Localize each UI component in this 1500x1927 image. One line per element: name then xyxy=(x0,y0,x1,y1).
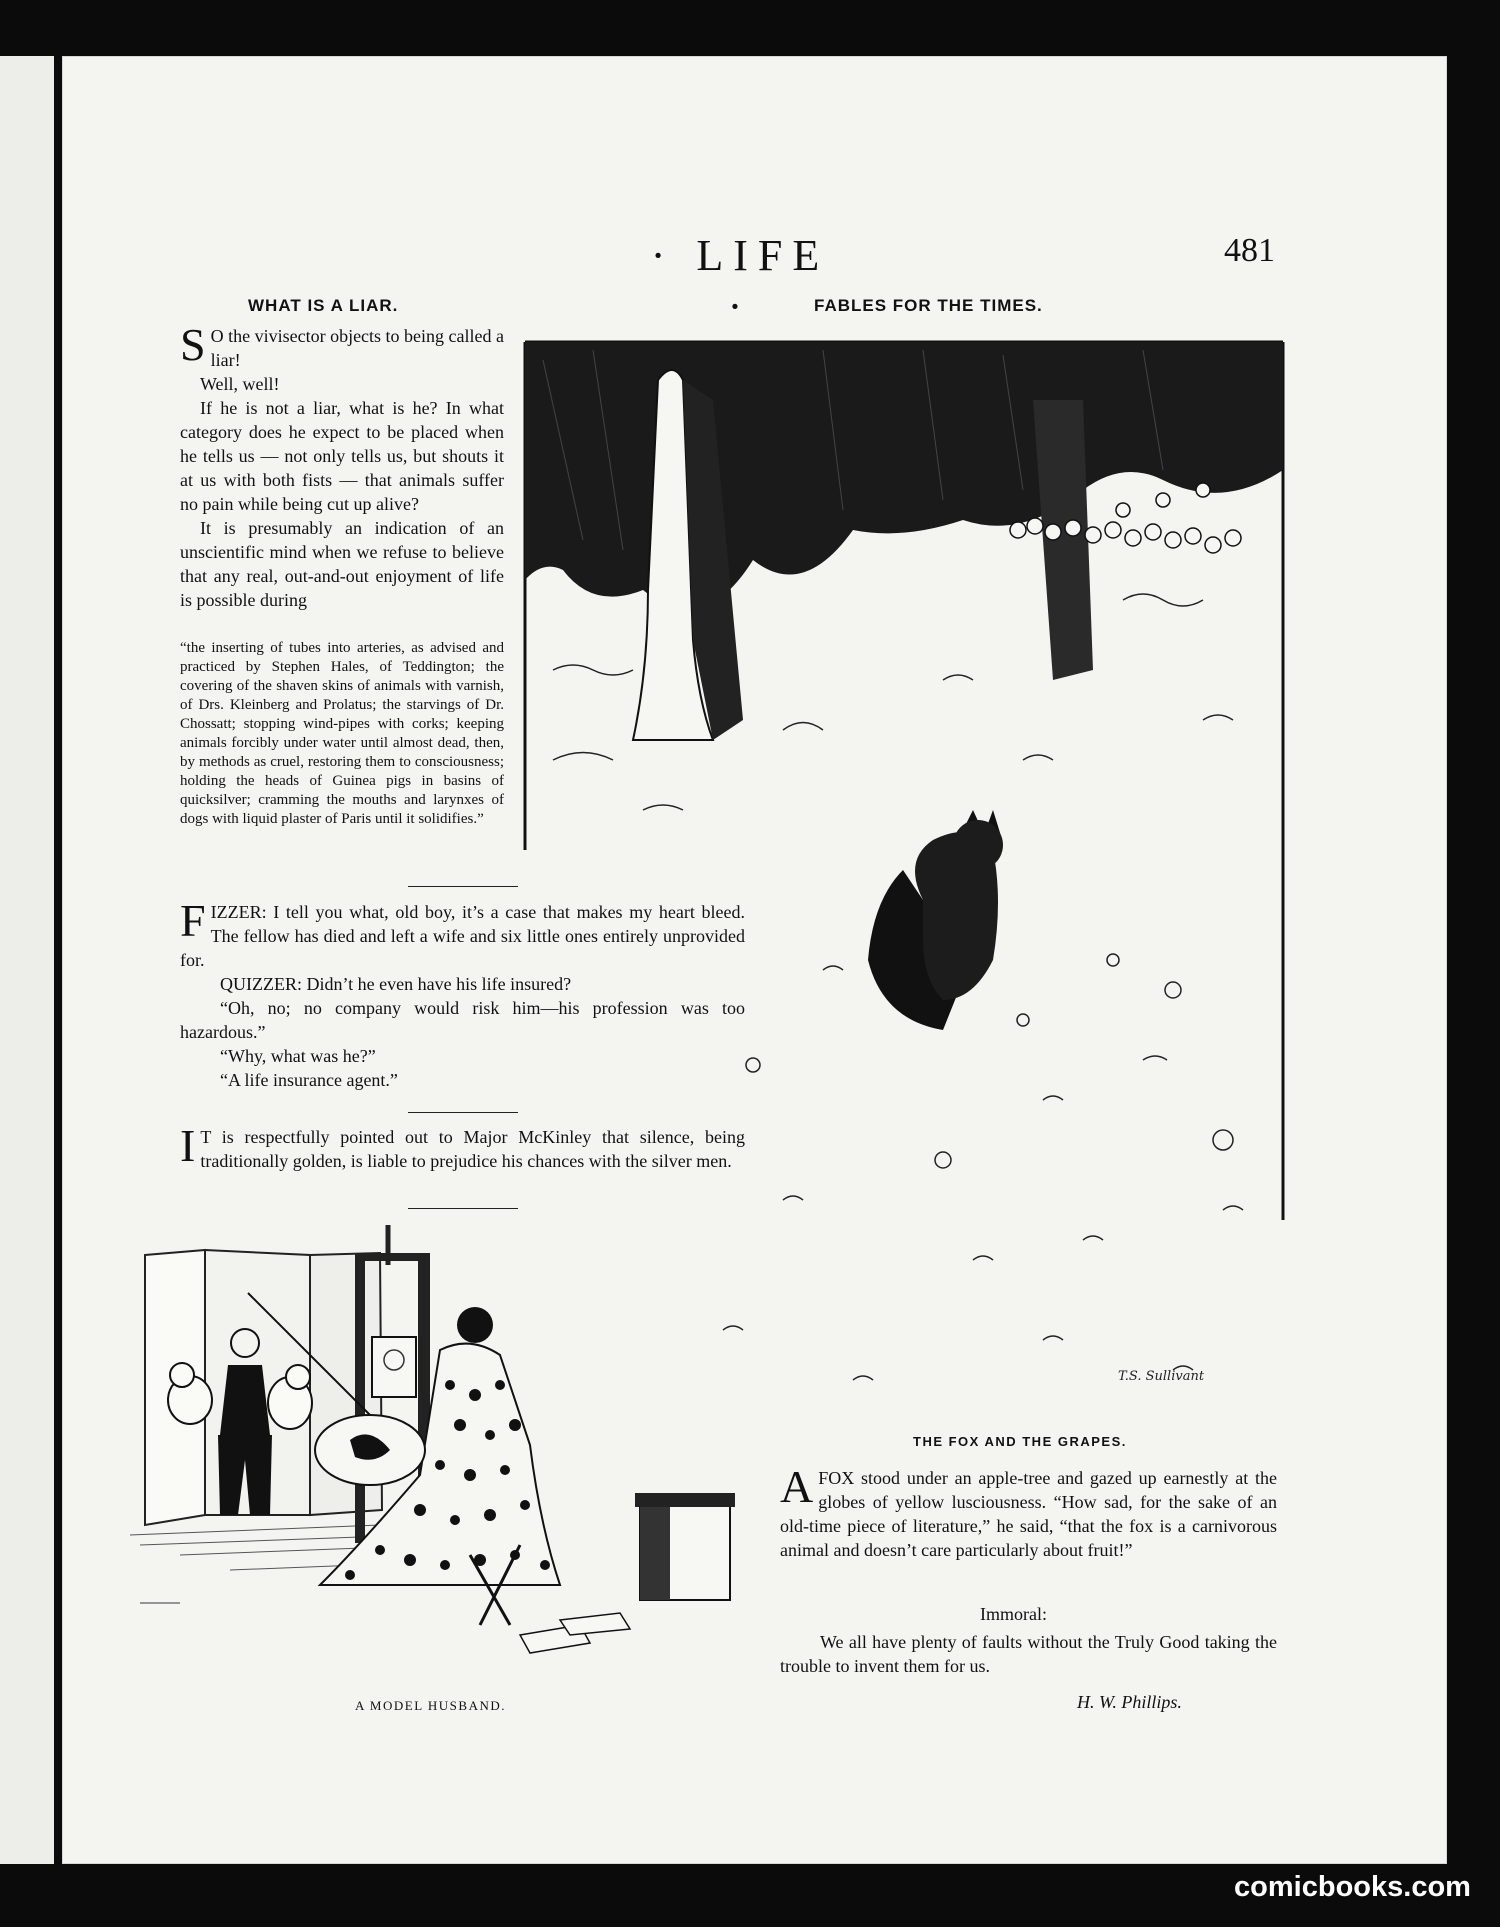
liar-p1: O the vivisector objects to being called a liar! xyxy=(210,326,504,370)
divider xyxy=(408,1208,518,1209)
liar-quote: “the inserting of tubes into arteries, as advised and practiced by Stephen Hales, of Teddington; the covering of the shaven skins of animals with varnish, of Drs. Kleinberg and Prolatus; the starvings of Dr. Chossatt; stopping wind-pipes with corks; keeping animals forcibly under water until almost dead, then, by methods as cruel, restoring them to consciousness; holding the heads of Guinea pigs in basins of quicksilver; cramming the mouths and larynxes of dogs with liquid plaster of Paris until it solidifies.” xyxy=(180,640,504,827)
fizzer-p4: “Why, what was he?” xyxy=(220,1046,376,1066)
liar-p2: Well, well! xyxy=(200,374,280,394)
mckinley-text: T is respectfully pointed out to Major McKinley that silence, being traditionally golden, is liable to prejudice his chances with the silver men. xyxy=(200,1127,745,1171)
site-watermark: comicbooks.com xyxy=(1205,1865,1500,1909)
fox-grapes-caption: THE FOX AND THE GRAPES. xyxy=(913,1434,1127,1449)
model-husband-caption: A MODEL HUSBAND. xyxy=(355,1698,506,1713)
artist-signature: T.S. Sullivant xyxy=(1118,1369,1205,1384)
liar-heading: WHAT IS A LIAR. xyxy=(248,296,399,315)
fizzer-p1: IZZER: I tell you what, old boy, it’s a case that makes my heart bleed. The fellow has died and left a wife and six little ones entirely unprovided for. xyxy=(180,902,745,970)
liar-dropcap: S xyxy=(180,319,206,370)
fables-heading: FABLES FOR THE TIMES. xyxy=(814,296,1043,315)
fizzer-p5: “A life insurance agent.” xyxy=(220,1070,398,1090)
author-signature: H. W. Phillips. xyxy=(1077,1692,1182,1712)
fable-text xyxy=(780,1461,1277,1562)
moral-text: We all have plenty of faults without the Truly Good taking the trouble to invent them for us. xyxy=(780,1632,1277,1676)
divider xyxy=(408,886,518,887)
fox-and-grapes-illustration xyxy=(523,340,1286,1405)
fizzer-p2: QUIZZER: Didn’t he even have his life insured? xyxy=(220,974,572,994)
fizzer-dropcap: F xyxy=(180,895,206,946)
adjacent-page-edge xyxy=(0,56,54,1864)
divider xyxy=(408,1112,518,1113)
fable-paragraph: FOX stood under an apple-tree and gazed up earnestly at the globes of yellow lusciousness. “How sad, for the sake of an old-time piece of literature,” he said, “that the fox is a carnivorous animal and doesn’t care particularly about fruit!” xyxy=(780,1468,1277,1560)
fable-dropcap: A xyxy=(780,1461,814,1512)
fizzer-p3: “Oh, no; no company would risk him—his profession was too hazardous.” xyxy=(180,998,745,1042)
moral-label: Immoral: xyxy=(980,1604,1047,1624)
mckinley-dropcap: I xyxy=(180,1120,196,1171)
page-number: 481 xyxy=(1224,232,1275,269)
liar-p3: If he is not a liar, what is he? In what category does he expect to be placed when he tells us — not only tells us, but shouts it at us with both fists — that animals suffer no pain while being cut up alive? xyxy=(180,398,504,514)
liar-article xyxy=(180,319,504,612)
masthead-title: · LIFE · xyxy=(650,231,830,331)
liar-p4: It is presumably an indication of an unscientific mind when we refuse to believe that any real, out-and-out enjoyment of life is possible during xyxy=(180,518,504,610)
